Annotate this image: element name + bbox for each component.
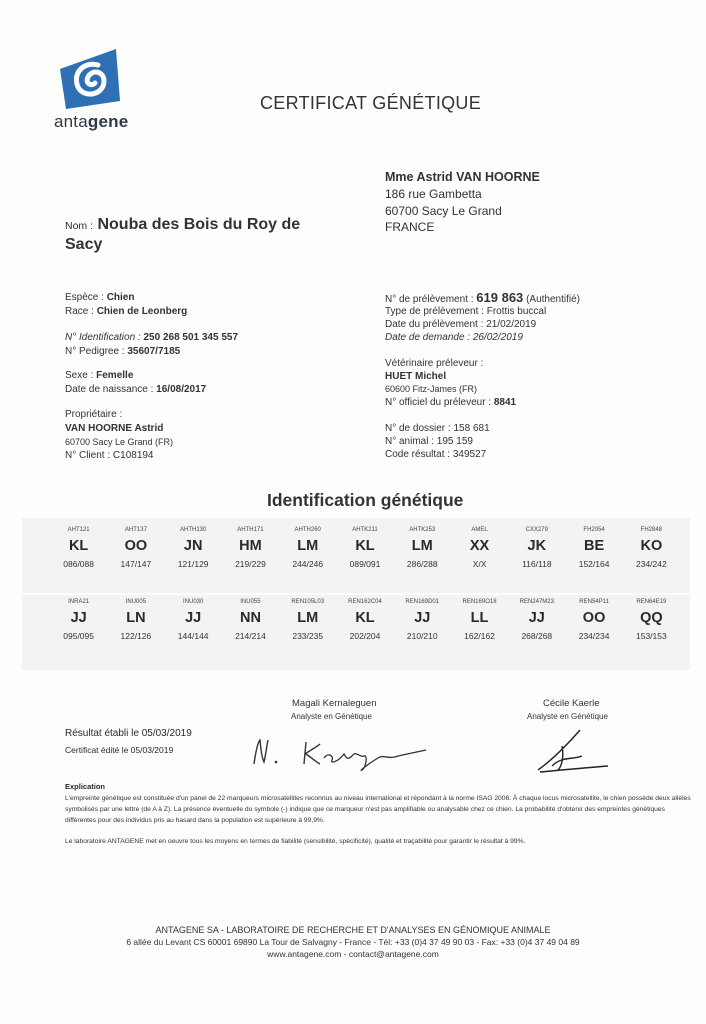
race-label: Race : — [65, 306, 94, 317]
allele-sizes: 210/210 — [406, 631, 438, 641]
genotype-value: KL — [355, 610, 375, 626]
vet-num-value: 8841 — [493, 397, 517, 408]
genotype-cell — [451, 597, 508, 642]
type-label: Type de prélèvement : — [385, 306, 484, 317]
page-title: CERTIFICAT GÉNÉTIQUE — [260, 93, 482, 113]
explanation-title: Explication — [65, 782, 106, 791]
proprietaire-name: VAN HOORNE Astrid — [65, 423, 164, 434]
genotype-cell — [107, 525, 164, 570]
sexe-value: Femelle — [96, 370, 134, 381]
prelevement-note: (Authentifié) — [526, 294, 580, 305]
marker-name: INU005 — [125, 599, 147, 605]
right-signer-role: Analyste en Génétique — [527, 712, 608, 721]
address-city: 60700 Sacy Le Grand — [385, 204, 502, 218]
genotype-cell — [336, 597, 393, 642]
allele-sizes: 147/147 — [120, 559, 152, 569]
identification-label: N° Identification : — [65, 332, 141, 343]
code-label: Code résultat : — [385, 449, 451, 460]
genotype-cell — [107, 597, 164, 642]
sexe-line — [65, 370, 133, 381]
dossier-label: N° de dossier : — [385, 423, 451, 434]
genotype-cell — [222, 597, 279, 642]
naissance-value: 16/08/2017 — [156, 384, 207, 395]
marker-name: REN105L03 — [291, 599, 325, 605]
genotype-cell — [336, 525, 393, 570]
genotype-value: JN — [183, 538, 203, 554]
date-prelevement-value: 21/02/2019 — [486, 319, 537, 330]
proprietaire-city: 60700 Sacy Le Grand (FR) — [65, 437, 174, 447]
genotype-value: LM — [297, 538, 319, 554]
code-line — [385, 449, 486, 460]
genotype-cell — [222, 525, 279, 570]
allele-sizes: X/X — [472, 559, 487, 569]
allele-sizes: 234/234 — [578, 631, 610, 641]
genotype-cell — [508, 525, 565, 570]
dossier-value: 158 681 — [453, 423, 490, 434]
naissance-line — [65, 384, 206, 395]
genotype-value: JJ — [528, 610, 545, 626]
vet-num-line — [385, 397, 516, 408]
date-demande-value: 26/02/2019 — [472, 332, 523, 343]
right-signer-name: Cécile Kaerle — [543, 698, 600, 709]
result-date: Résultat établi le 05/03/2019 — [65, 728, 192, 739]
left-signer-name: Magali Kernaleguen — [292, 698, 377, 709]
logo-wordmark: antagene — [54, 112, 129, 131]
genotype-cell — [508, 597, 565, 642]
genotype-value: HM — [239, 538, 262, 554]
sexe-label: Sexe : — [65, 370, 94, 381]
genotype-value: LM — [297, 610, 319, 626]
section-title: Identification génétique — [267, 490, 464, 510]
genotype-value: JK — [527, 538, 547, 554]
genotype-value: JJ — [414, 610, 431, 626]
genotype-value: BE — [584, 538, 605, 554]
allele-sizes: 244/246 — [292, 559, 324, 569]
animal-num-value: 195 159 — [436, 436, 473, 447]
naissance-label: Date de naissance : — [65, 384, 154, 395]
animal-num-line — [385, 436, 473, 447]
marker-name: INRA21 — [68, 599, 90, 605]
left-signer-role: Analyste en Génétique — [291, 712, 372, 721]
allele-sizes: 202/204 — [349, 631, 381, 641]
allele-sizes: 116/118 — [522, 559, 552, 569]
date-prelevement-label: Date du prélèvement : — [385, 319, 484, 330]
vet-name: HUET Michel — [385, 371, 447, 382]
address-street: 186 rue Gambetta — [385, 187, 482, 201]
allele-sizes: 122/126 — [120, 631, 152, 641]
vet-city: 60600 Fitz-James (FR) — [385, 384, 478, 394]
client-label: N° Client : — [65, 450, 111, 461]
genotype-row-1 — [50, 525, 680, 570]
animal-name — [65, 216, 300, 234]
marker-name: CXX279 — [525, 527, 548, 533]
allele-sizes: 286/288 — [406, 559, 438, 569]
allele-sizes: 144/144 — [177, 631, 209, 641]
cert-date: Certificat édité le 05/03/2019 — [65, 745, 174, 755]
prelevement-value: 619 863 — [476, 290, 524, 305]
genotype-value: KL — [68, 538, 89, 554]
type-value: Frottis buccal — [486, 306, 547, 317]
genotype-cell — [451, 525, 508, 570]
pedigree-label: N° Pedigree : — [65, 346, 125, 357]
marker-name: REN162C04 — [348, 599, 382, 605]
proprietaire-label: Propriétaire : — [65, 409, 123, 420]
vet-label: Vétérinaire préleveur : — [385, 358, 484, 369]
genotype-row-2 — [50, 597, 680, 642]
footer-line-3: www.antagene.com - contact@antagene.com — [267, 949, 439, 959]
genotype-value: OO — [582, 610, 606, 626]
allele-sizes: 233/235 — [292, 631, 324, 641]
date-demande-label: Date de demande : — [385, 332, 471, 343]
genotype-value: KL — [355, 538, 375, 554]
genotype-value: KO — [640, 538, 663, 554]
genotype-cell — [565, 597, 622, 642]
espece-label: Espèce : — [65, 292, 104, 303]
genotype-value: QQ — [640, 610, 663, 626]
nom-value-line2: Sacy — [65, 236, 103, 253]
identification-value: 250 268 501 345 557 — [143, 332, 239, 343]
vet-num-label: N° officiel du préleveur : — [385, 397, 492, 408]
nom-label: Nom : — [65, 220, 94, 232]
race-value: Chien de Leonberg — [96, 306, 188, 317]
marker-name: REN247M23 — [519, 599, 554, 605]
allele-sizes: 152/164 — [578, 559, 610, 569]
marker-name: REN54P11 — [579, 599, 609, 605]
address-country: FRANCE — [385, 220, 435, 234]
type-line — [385, 306, 546, 317]
prelevement-label: N° de prélèvement : — [385, 294, 474, 305]
allele-sizes: 268/268 — [521, 631, 553, 641]
genotype-cell — [623, 525, 680, 570]
allele-sizes: 121/129 — [177, 559, 209, 569]
genotype-cell — [165, 525, 222, 570]
allele-sizes: 086/088 — [63, 559, 94, 569]
client-line — [65, 450, 154, 461]
genotype-value: LL — [470, 610, 489, 626]
allele-sizes: 219/229 — [235, 559, 266, 569]
left-signature-image — [248, 728, 428, 774]
espece-line — [65, 292, 134, 303]
allele-sizes: 234/242 — [635, 559, 667, 569]
genotype-cell — [394, 525, 451, 570]
antagene-logo-icon — [58, 47, 122, 111]
marker-name: AMEL — [471, 527, 488, 533]
client-value: C108194 — [112, 450, 154, 461]
genotype-cell — [279, 597, 336, 642]
allele-sizes: 095/095 — [63, 631, 94, 641]
genotype-value: XX — [469, 538, 490, 554]
marker-name: INU030 — [183, 599, 204, 605]
genotype-value: NN — [239, 610, 261, 626]
marker-name: FH2054 — [583, 527, 605, 533]
espece-value: Chien — [106, 292, 135, 303]
marker-name: FH2848 — [640, 527, 663, 533]
marker-name: REN64E19 — [636, 599, 667, 605]
right-signature-image — [532, 726, 612, 776]
genotype-cell — [165, 597, 222, 642]
marker-name: REN169O18 — [462, 599, 497, 605]
allele-sizes: 089/091 — [349, 559, 381, 569]
date-prelevement-line — [385, 319, 536, 330]
identification-line — [65, 332, 238, 343]
footer-line-2: 6 allée du Levant CS 60001 69890 La Tour de Salvagny - France - Tél: +33 (0)4 37 49 90 03 - Fax: +33 (0)4 37 49 04 89 — [126, 937, 580, 947]
genotype-cell — [394, 597, 451, 642]
genotype-cell — [50, 597, 107, 642]
genotype-cell — [50, 525, 107, 570]
address-name: Mme Astrid VAN HOORNE — [385, 170, 540, 184]
marker-name: AHTK211 — [352, 527, 378, 533]
marker-name: AHTK253 — [409, 527, 436, 533]
code-value: 349527 — [452, 449, 487, 460]
explanation-paragraph-2: Le laboratoire ANTAGENE met en oeuvre tous les moyens en termes de fiabilité (sensibilité, spécificité), qualité et traçabilité pour garantir le résultat à 99%. — [65, 838, 526, 845]
marker-name: AHTH260 — [294, 527, 321, 533]
date-demande-line — [385, 332, 523, 343]
footer-line-1: ANTAGENE SA - LABORATOIRE DE RECHERCHE ET D'ANALYSES EN GÉNOMIQUE ANIMALE — [155, 925, 551, 935]
pedigree-line — [65, 346, 180, 357]
explanation-paragraph-1: L'empreinte génétique est constituée d'un panel de 22 marqueurs microsatellites reconnus au niveau international et répondant à la norme ISAG 2006. À chaque locus microsatellite, le chien possède deux allèles symbolisés par une lettre (de A à Z). La présence éventuelle du symbole (-) indique que ce marqueur n'est pas amplifiable ou analysable chez ce chien. La probabilité d'obtenir des empreintes génétiques différentes pour des individus pris au hasard dans la population est supérieure à 99,9%. — [65, 795, 691, 824]
race-line — [65, 306, 187, 317]
genotype-cell — [565, 525, 622, 570]
allele-sizes: 153/153 — [635, 631, 667, 641]
pedigree-value: 35607/7185 — [127, 346, 181, 357]
marker-name: AHTH130 — [180, 527, 207, 533]
marker-name: INU055 — [240, 599, 261, 605]
nom-value-line1: Nouba des Bois du Roy de — [97, 216, 301, 233]
marker-name: AHT137 — [124, 527, 147, 533]
dossier-line — [385, 423, 490, 434]
genotype-cell — [279, 525, 336, 570]
marker-name: AHT121 — [67, 527, 90, 533]
genotype-value: LN — [126, 610, 146, 626]
genotype-value: OO — [124, 538, 148, 554]
genotype-cell — [623, 597, 680, 642]
animal-num-label: N° animal : — [385, 436, 435, 447]
allele-sizes: 214/214 — [235, 631, 266, 641]
marker-name: AHTH171 — [237, 527, 264, 533]
genotype-value: LM — [411, 538, 433, 554]
genotype-value: JJ — [70, 610, 87, 626]
prelevement-line — [385, 290, 580, 305]
allele-sizes: 162/162 — [464, 631, 495, 641]
marker-name: REN169D01 — [405, 599, 440, 605]
genotype-value: JJ — [185, 610, 202, 626]
